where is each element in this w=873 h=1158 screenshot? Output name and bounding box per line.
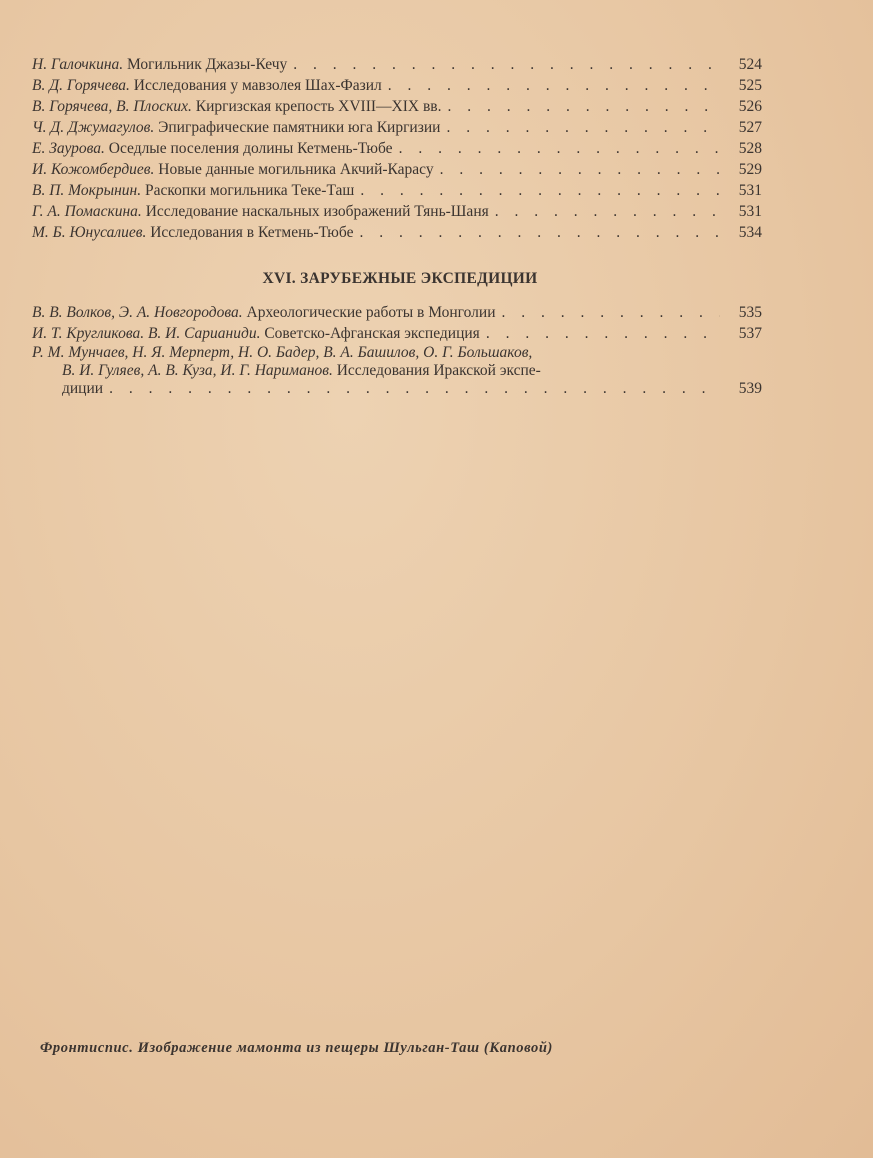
entry-page: 529 [738,161,762,178]
toc-entry [32,201,762,222]
entry-page: 535 [738,304,762,321]
toc-entry [32,138,762,159]
entry-page: 531 [738,203,762,220]
toc-entry [32,302,762,323]
dot-leader [447,96,720,117]
entry-title: диции [62,380,104,397]
entry-page: 531 [738,182,762,199]
entry-page: 524 [738,56,762,73]
entry-page: 525 [738,77,762,94]
dot-leader [399,138,720,159]
entry-author: Н. Галочкина. [32,56,124,73]
dot-leader [359,222,720,243]
entry-title: Киргизская крепость XVIII—XIX вв. [195,98,442,115]
entry-author: В. В. Волков, Э. А. Новгородова. [32,304,243,321]
toc-entry [32,96,762,117]
entry-title: Оседлые поселения долины Кетмень-Тюбе [108,140,393,157]
entry-author: И. Кожомбердиев. [32,161,155,178]
entry-author-line: Р. М. Мунчаев, Н. Я. Мерперт, Н. О. Бадер, В. А. Башилов, О. Г. Большаков, [32,344,533,361]
entry-title: Новые данные могильника Акчий-Карасу [158,161,434,178]
entry-title: Могильник Джазы-Кечу [127,56,288,73]
entry-page: 537 [738,325,762,342]
entry-author-line: В. И. Гуляев, А. В. Куза, И. Г. Нариманов. [62,362,333,379]
toc-entry [32,323,762,344]
entry-author: И. Т. Кругликова. В. И. Сарианиди. [32,325,261,342]
dot-leader [109,380,720,398]
dot-leader [440,159,720,180]
toc-entry [32,159,762,180]
entry-page: 527 [738,119,762,136]
dot-leader [446,117,720,138]
entry-title: Раскопки могильника Теке-Таш [144,182,355,199]
entry-title: Исследования у мавзолея Шах-Фазил [133,77,382,94]
entry-author: В. Горячева, В. Плоских. [32,98,192,115]
entry-page: 528 [738,140,762,157]
dot-leader [495,201,720,222]
entry-author: В. П. Мокрынин. [32,182,142,199]
toc-entry [32,180,762,201]
entry-title: Советско-Афганская экспедиция [264,325,480,342]
entry-title: Исследование наскальных изображений Тянь-Шаня [145,203,489,220]
dot-leader [293,54,720,75]
toc-entry [32,117,762,138]
entry-page: 526 [738,98,762,115]
entry-page: 539 [738,380,762,397]
entry-author: М. Б. Юнусалиев. [32,224,147,241]
entry-author: В. Д. Горячева. [32,77,130,94]
frontispiece-caption: Фронтиспис. Изображение мамонта из пещеры Шульган-Таш (Каповой) [40,1040,553,1056]
toc-entry-multiline [32,344,762,398]
toc-section-xvi [32,302,762,398]
entry-author: Г. А. Помаскина. [32,203,142,220]
toc-entry [32,75,762,96]
toc-entry [32,222,762,243]
entry-title: Эпиграфические памятники юга Киргизии [158,119,441,136]
entry-author: Е. Заурова. [32,140,105,157]
entry-title: Исследования Иракской экспе- [336,362,541,379]
entry-page: 534 [738,224,762,241]
section-heading: XVI. ЗАРУБЕЖНЫЕ ЭКСПЕДИЦИИ [262,270,538,287]
dot-leader [388,75,720,96]
entry-title: Исследования в Кетмень-Тюбе [150,224,354,241]
dot-leader [486,323,720,344]
toc-section-xv [32,54,762,243]
entry-author: Ч. Д. Джумагулов. [32,119,155,136]
entry-title: Археологические работы в Монголии [246,304,496,321]
toc-entry [32,54,762,75]
dot-leader [360,180,720,201]
dot-leader [502,302,720,323]
